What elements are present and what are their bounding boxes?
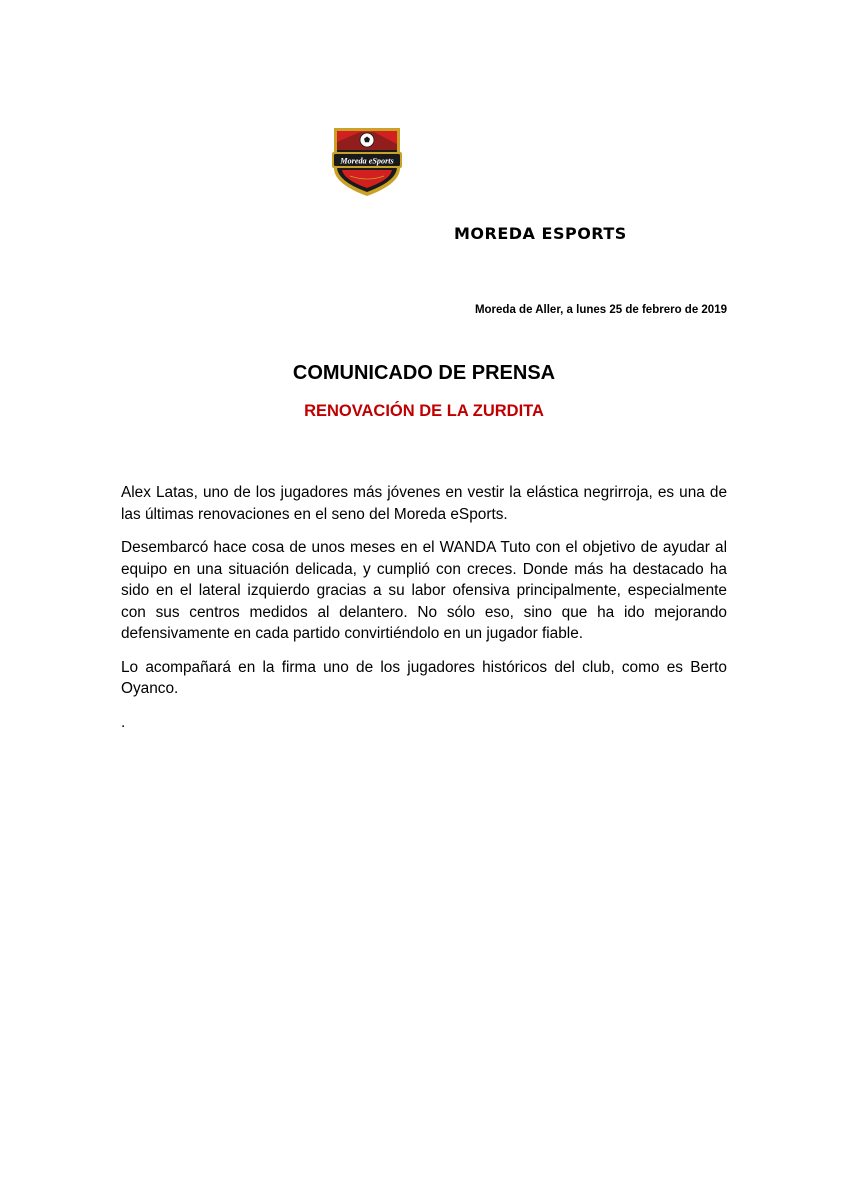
- paragraph-4: .: [121, 713, 126, 731]
- paragraph-3: Lo acompañará en la firma uno de los jugadores históricos del club, como es Berto Oyanco.: [121, 658, 727, 697]
- paragraph-2: Desembarcó hace cosa de unos meses en el WANDA Tuto con el objetivo de ayudar al equipo en una situación delicada, y cumplió con creces. Donde más ha destacado ha sido en el lateral izquierdo gracias a su labor ofensiva principalmente, especialmente con sus centros medidos al delantero. No sólo eso, sino que ha ido mejorando defensivamente en cada partido convirtiéndolo en un jugador fiable.: [121, 539, 727, 642]
- club-logo: [330, 124, 404, 198]
- place-and-date: Moreda de Aller, a lunes 25 de febrero de 2019: [474, 304, 727, 316]
- document-title: COMUNICADO DE PRENSA: [292, 362, 556, 384]
- body-text: [121, 482, 727, 745]
- document-subtitle: RENOVACIÓN DE LA ZURDITA: [304, 402, 544, 420]
- logo-text: Moreda eSports: [340, 156, 394, 166]
- paragraph-1: Alex Latas, uno de los jugadores más jóvenes en vestir la elástica negrirroja, es una de las últimas renovaciones en el seno del Moreda eSports.: [121, 484, 727, 523]
- organization-name: MOREDA ESPORTS: [454, 224, 627, 243]
- soccer-ball-icon: [360, 133, 374, 147]
